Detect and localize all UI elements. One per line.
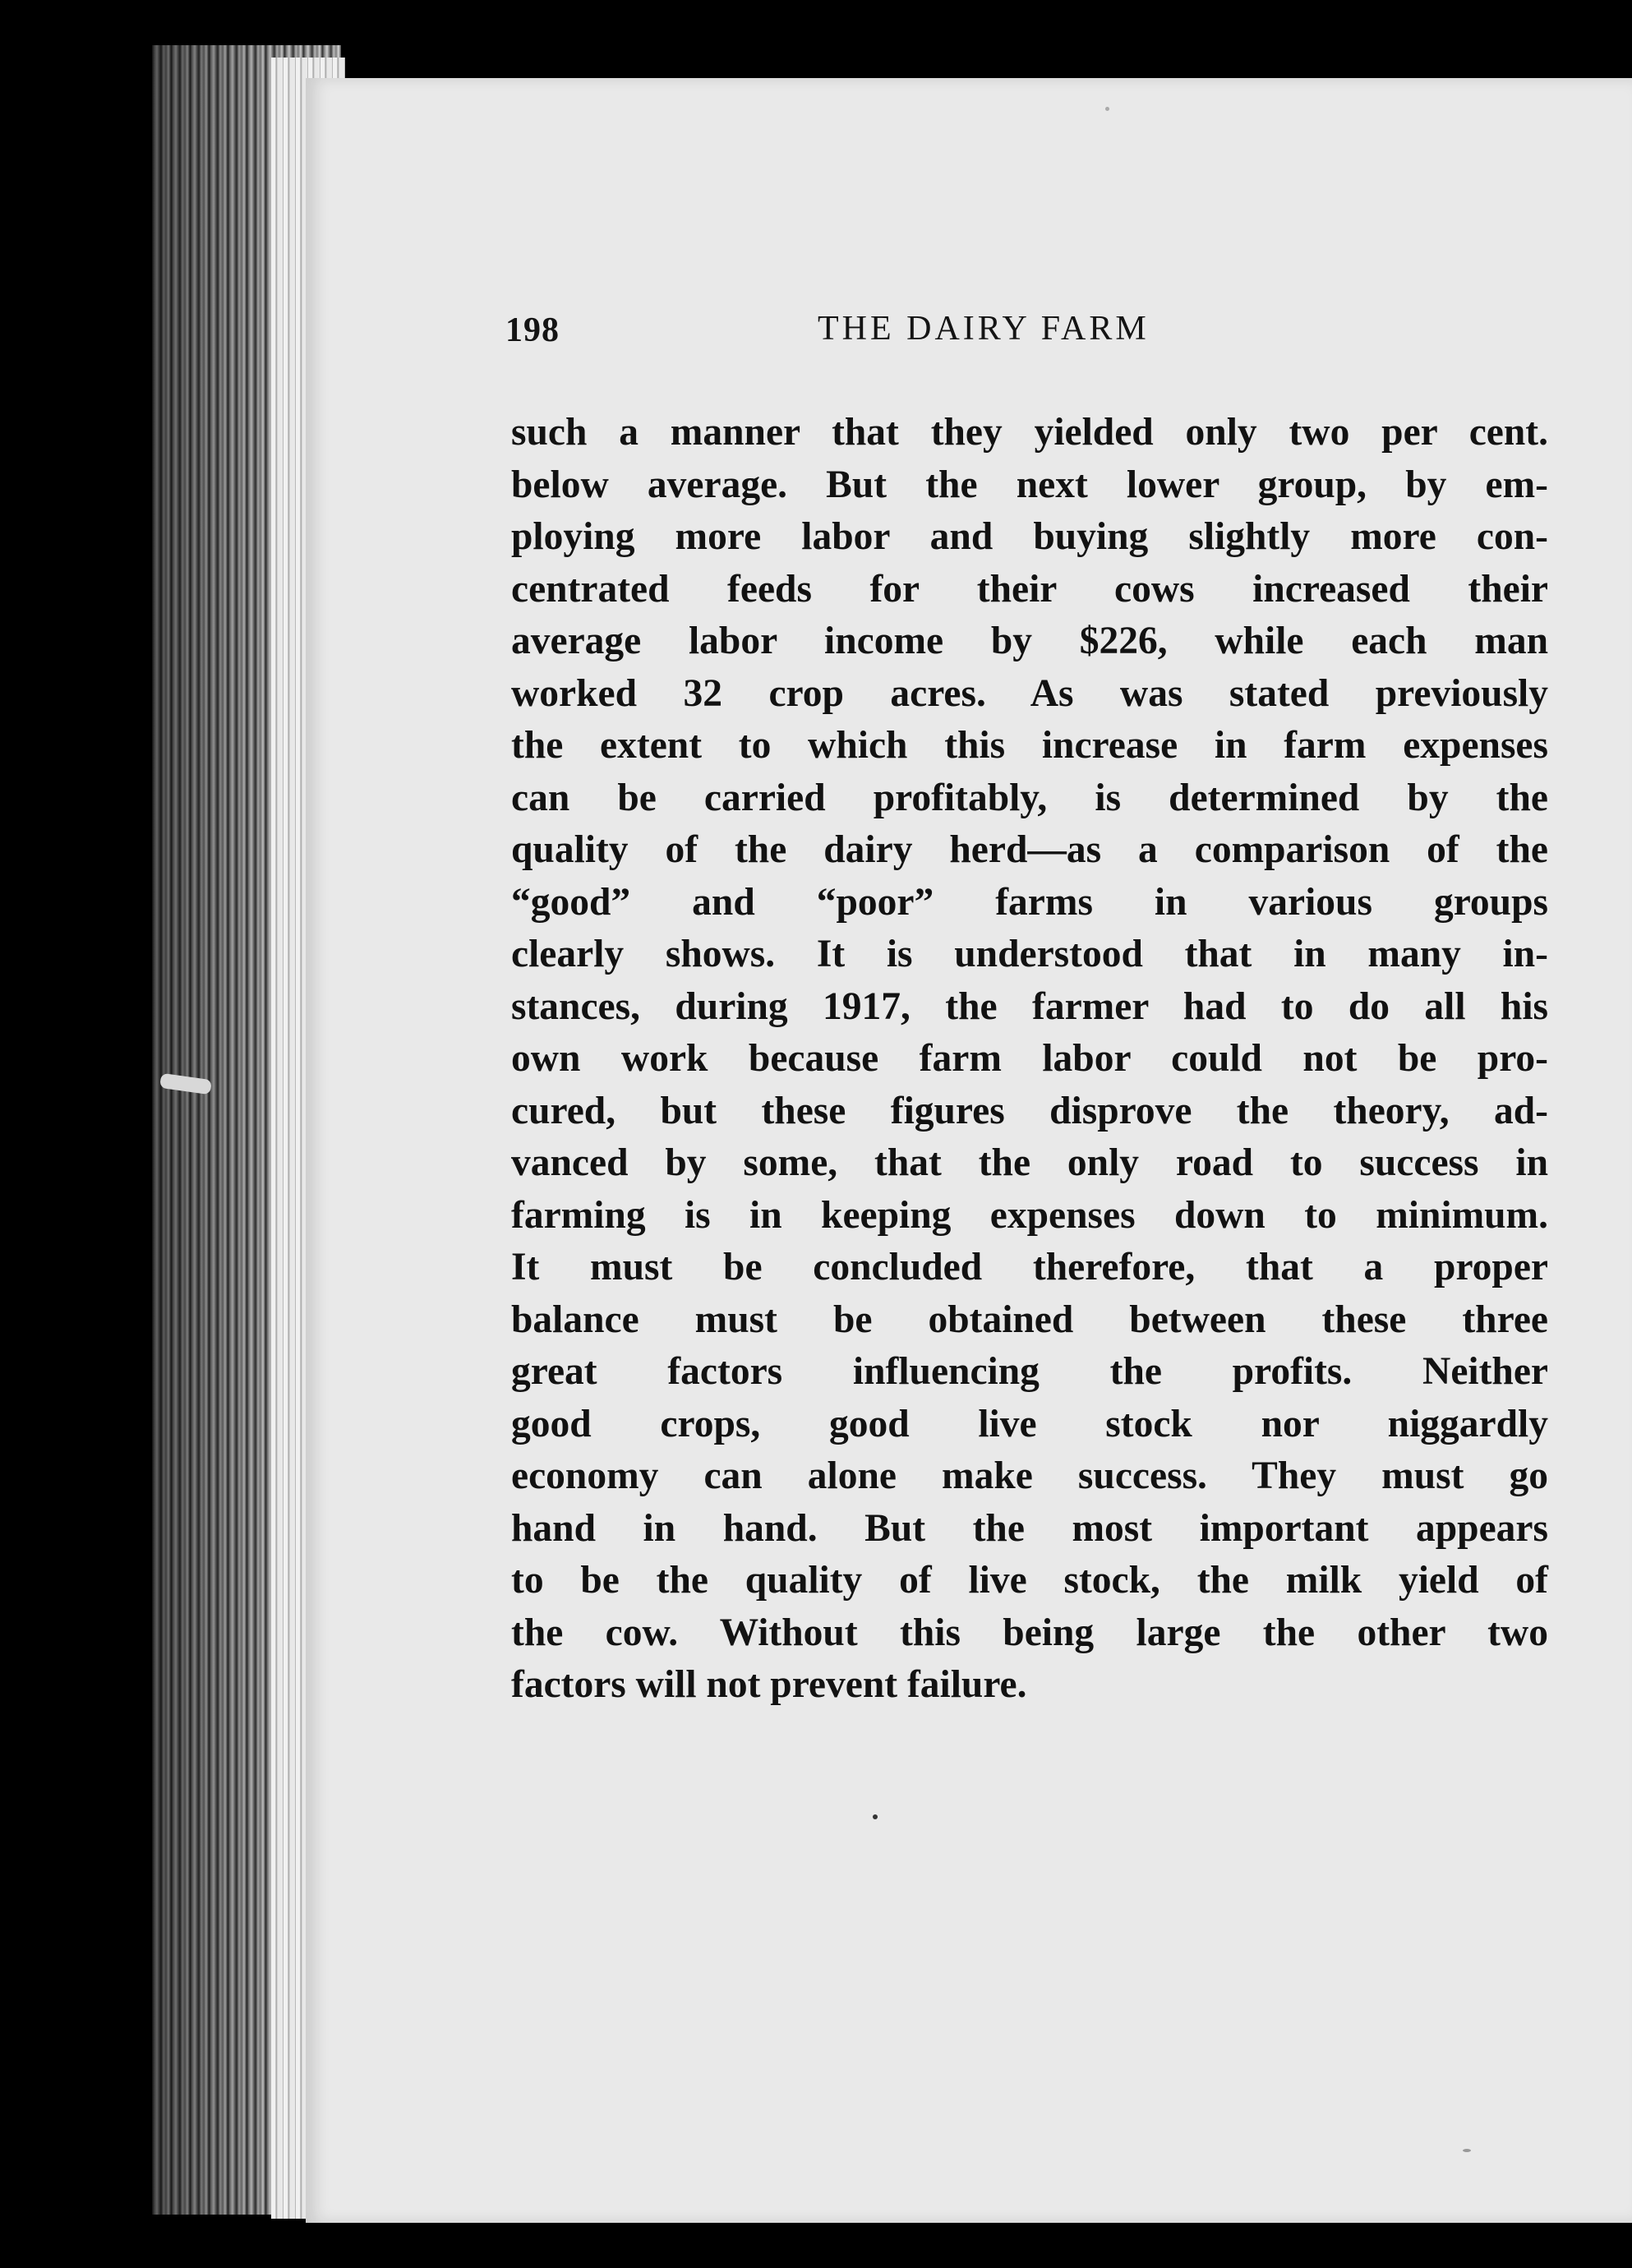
text-line: the cow. Without this being large the other two — [511, 1611, 1548, 1654]
dust-speck — [1105, 107, 1109, 111]
text-line: vanced by some, that the only road to success in — [511, 1141, 1548, 1184]
text-line: average labor income by $226, while each man — [511, 620, 1548, 662]
text-line: hand in hand. But the most important appears — [511, 1506, 1548, 1550]
running-head — [505, 311, 1229, 360]
text-line: worked 32 crop acres. As was stated previously — [511, 671, 1548, 715]
text-line: the extent to which this increase in farm expenses — [511, 724, 1548, 767]
text-line: It must be concluded therefore, that a proper — [511, 1246, 1548, 1288]
text-line: such a manner that they yielded only two per cent. — [511, 411, 1548, 454]
text-line-last: factors will not prevent failure. — [511, 1663, 1027, 1706]
text-line: farming is in keeping expenses down to minimum. — [511, 1193, 1548, 1237]
body-paragraph — [511, 407, 1548, 1712]
text-line: below average. But the next lower group, by em- — [511, 463, 1548, 506]
text-line: can be carried profitably, is determined by the — [511, 776, 1548, 819]
text-line: quality of the dairy herd—as a comparison of the — [511, 828, 1548, 871]
text-line: ploying more labor and buying slightly more con- — [511, 515, 1548, 558]
text-line: to be the quality of live stock, the milk yield of — [511, 1559, 1548, 1602]
page-number: 198 — [505, 311, 560, 349]
dust-speck — [1463, 2149, 1471, 2152]
text-line: balance must be obtained between these three — [511, 1298, 1548, 1341]
text-line: “good” and “poor” farms in various groups — [511, 880, 1548, 924]
dust-speck — [873, 1814, 878, 1819]
text-line: centrated feeds for their cows increased their — [511, 567, 1548, 611]
running-title: THE DAIRY FARM — [818, 310, 1150, 348]
text-line: clearly shows. It is understood that in many in- — [511, 933, 1548, 975]
text-line: stances, during 1917, the farmer had to do all his — [511, 984, 1548, 1028]
text-line: cured, but these figures disprove the theory, ad- — [511, 1089, 1548, 1132]
text-line: great factors influencing the profits. Neither — [511, 1350, 1548, 1393]
text-line: own work because farm labor could not be pro- — [511, 1037, 1548, 1080]
text-line: good crops, good live stock nor niggardly — [511, 1402, 1548, 1445]
text-line: economy can alone make success. They must go — [511, 1454, 1548, 1497]
